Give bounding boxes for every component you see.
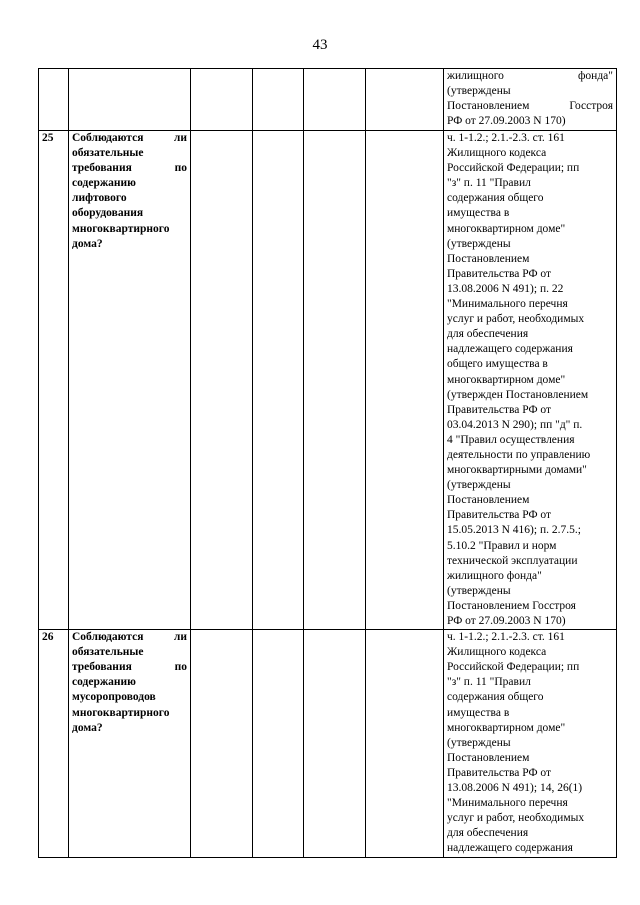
reference-line: 4 "Правил осуществления bbox=[447, 433, 575, 446]
reference-line: 5.10.2 "Правил и норм bbox=[447, 539, 557, 552]
reference-line: содержания общего bbox=[447, 691, 544, 704]
table-row bbox=[39, 69, 617, 131]
question-line: содержанию bbox=[72, 676, 136, 689]
empty-cell bbox=[366, 131, 444, 630]
question-line: мусоропроводов bbox=[72, 691, 156, 704]
row-number bbox=[39, 69, 69, 131]
question-line: дома? bbox=[72, 237, 103, 250]
page-number: 43 bbox=[312, 37, 328, 53]
reference-line: Правительства РФ от bbox=[447, 403, 552, 416]
reference-line: Постановлением bbox=[447, 751, 530, 764]
reference-line: "Минимального перечня bbox=[447, 298, 568, 311]
reference-line: надлежащего содержания bbox=[447, 842, 573, 855]
reference-line: многоквартирном доме" bbox=[447, 222, 566, 235]
reference-line: ч. 1-1.2.; 2.1.-2.3. ст. 161 bbox=[447, 132, 565, 144]
table-row bbox=[39, 131, 617, 630]
reference-line: услуг и работ, необходимых bbox=[447, 812, 585, 825]
empty-cell bbox=[191, 131, 253, 630]
reference-line: многоквартирными домами" bbox=[447, 464, 587, 477]
reference-line: Постановлением Госстроя bbox=[447, 100, 613, 113]
reference-line: (утверждены bbox=[447, 584, 511, 597]
empty-cell bbox=[191, 630, 253, 857]
reference-line: (утверждены bbox=[447, 237, 511, 250]
question-line: Соблюдаются ли bbox=[72, 631, 187, 644]
empty-cell bbox=[253, 630, 304, 857]
question-cell bbox=[69, 131, 191, 630]
reference-line: содержания общего bbox=[447, 192, 544, 205]
reference-line: жилищного фонда" bbox=[447, 70, 613, 82]
reference-line: Правительства РФ от bbox=[447, 766, 552, 779]
row-number: 26 bbox=[39, 630, 69, 857]
reference-line: РФ от 27.09.2003 N 170) bbox=[447, 615, 566, 627]
question-line: содержанию bbox=[72, 177, 136, 190]
question-line: оборудования bbox=[72, 207, 144, 220]
reference-line: "Минимального перечня bbox=[447, 797, 568, 810]
reference-line: для обеспечения bbox=[447, 328, 529, 341]
question-cell bbox=[69, 69, 191, 131]
legal-reference-cell bbox=[444, 630, 617, 857]
reference-line: ч. 1-1.2.; 2.1.-2.3. ст. 161 bbox=[447, 631, 565, 644]
row-number: 25 bbox=[39, 131, 69, 630]
reference-line: деятельности по управлению bbox=[447, 448, 591, 461]
reference-line: "з" п. 11 "Правил bbox=[447, 177, 531, 190]
question-line: многоквартирного bbox=[72, 706, 170, 719]
empty-cell bbox=[304, 131, 366, 630]
reference-line: (утвержден Постановлением bbox=[447, 388, 589, 401]
reference-line: Жилищного кодекса bbox=[447, 646, 547, 659]
empty-cell bbox=[366, 69, 444, 131]
question-line: лифтового bbox=[72, 192, 127, 205]
reference-line: 13.08.2006 N 491); п. 22 bbox=[447, 282, 564, 295]
empty-cell bbox=[191, 69, 253, 131]
reference-line: технической эксплуатации bbox=[447, 554, 578, 567]
empty-cell bbox=[304, 630, 366, 857]
checklist-table bbox=[38, 68, 617, 858]
legal-reference-cell bbox=[444, 131, 617, 630]
reference-line: Постановлением Госстроя bbox=[447, 599, 576, 612]
reference-line: Российской Федерации; пп bbox=[447, 661, 580, 674]
reference-line: имущества в bbox=[447, 706, 510, 719]
reference-line: многоквартирном доме" bbox=[447, 373, 566, 386]
reference-line: общего имущества в bbox=[447, 358, 548, 371]
reference-line: для обеспечения bbox=[447, 827, 529, 840]
question-line: требования по bbox=[72, 162, 187, 175]
table-row bbox=[39, 630, 617, 857]
reference-line: жилищного фонда" bbox=[447, 569, 542, 582]
reference-line: 13.08.2006 N 491); 14, 26(1) bbox=[447, 782, 583, 795]
reference-line: Российской Федерации; пп bbox=[447, 162, 580, 175]
empty-cell bbox=[253, 69, 304, 131]
reference-line: 03.04.2013 N 290); пп "д" п. bbox=[447, 418, 583, 431]
reference-line: (утверждены bbox=[447, 85, 511, 98]
legal-reference-cell bbox=[444, 69, 617, 131]
reference-line: 15.05.2013 N 416); п. 2.7.5.; bbox=[447, 524, 581, 537]
reference-line: "з" п. 11 "Правил bbox=[447, 676, 531, 689]
empty-cell bbox=[253, 131, 304, 630]
reference-line: многоквартирном доме" bbox=[447, 721, 566, 734]
question-line: требования по bbox=[72, 661, 187, 674]
reference-line: (утверждены bbox=[447, 736, 511, 749]
question-line: дома? bbox=[72, 721, 103, 734]
question-line: Соблюдаются ли bbox=[72, 132, 187, 144]
reference-line: имущества в bbox=[447, 207, 510, 220]
reference-line: (утверждены bbox=[447, 479, 511, 492]
reference-line: Правительства РФ от bbox=[447, 267, 552, 280]
reference-line: Постановлением bbox=[447, 252, 530, 265]
reference-line: надлежащего содержания bbox=[447, 343, 573, 356]
question-line: обязательные bbox=[72, 147, 144, 160]
question-line: обязательные bbox=[72, 646, 144, 659]
reference-line: Правительства РФ от bbox=[447, 509, 552, 522]
reference-line: услуг и работ, необходимых bbox=[447, 313, 585, 326]
empty-cell bbox=[304, 69, 366, 131]
reference-line: Постановлением bbox=[447, 494, 530, 507]
reference-line: Жилищного кодекса bbox=[447, 147, 547, 160]
reference-line: РФ от 27.09.2003 N 170) bbox=[447, 115, 566, 128]
question-cell bbox=[69, 630, 191, 857]
question-line: многоквартирного bbox=[72, 222, 170, 235]
empty-cell bbox=[366, 630, 444, 857]
